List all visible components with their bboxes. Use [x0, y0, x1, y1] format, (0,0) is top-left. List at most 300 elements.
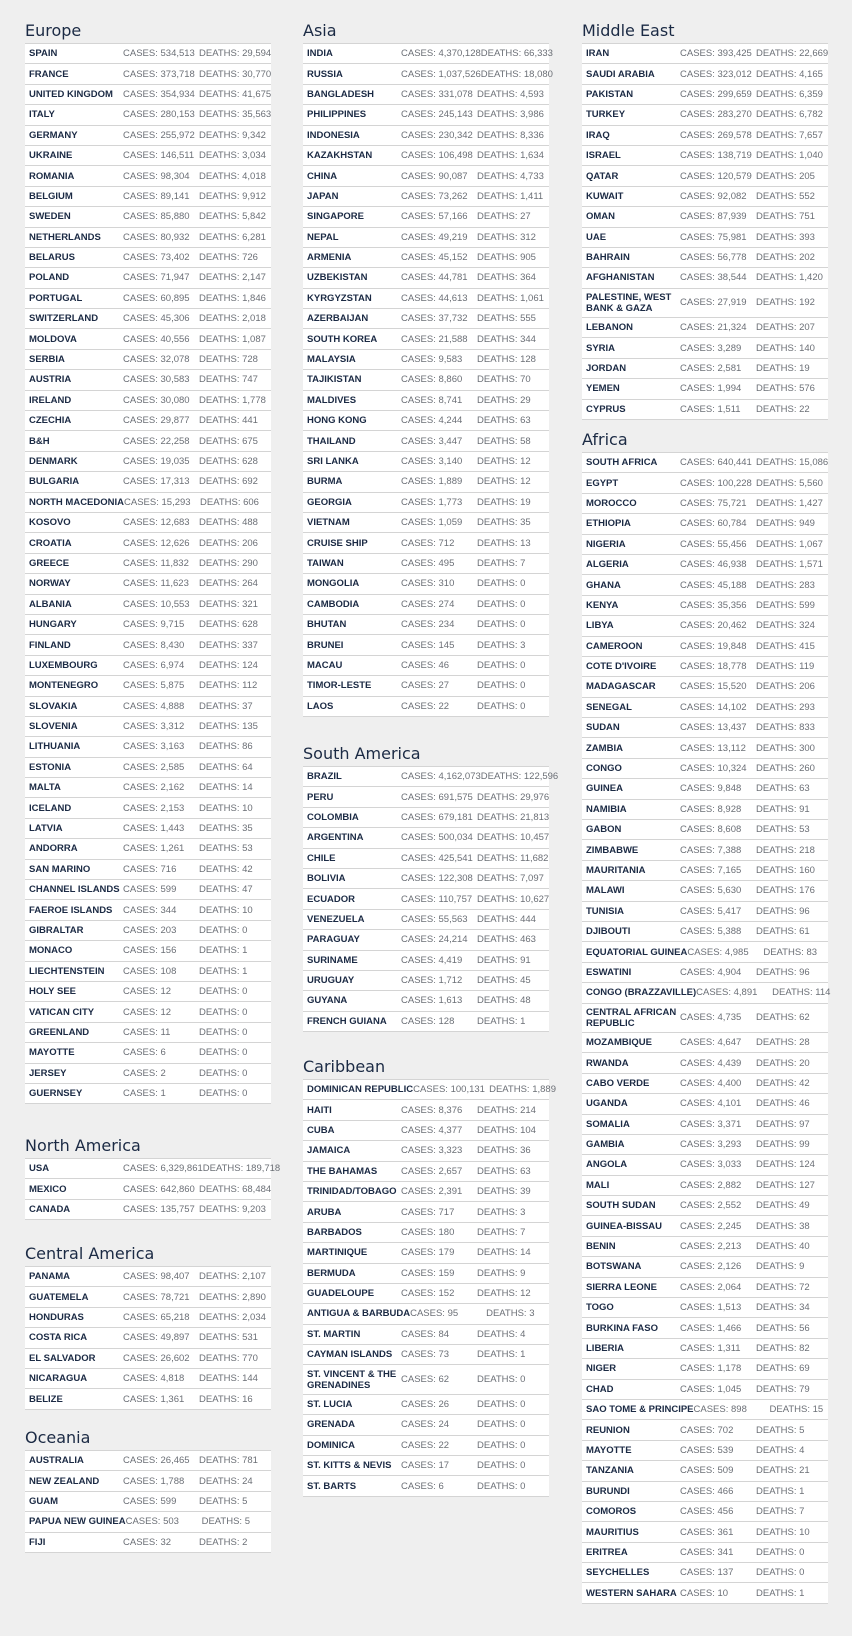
cases-value: 4,985: [724, 946, 749, 958]
region-title: Africa: [582, 430, 628, 449]
country-name: RUSSIA: [307, 68, 343, 80]
cases-value: 509: [717, 1465, 734, 1477]
deaths-label: DEATHS:: [199, 924, 240, 936]
deaths-label: DEATHS:: [199, 1332, 240, 1344]
deaths-value: 4,165: [799, 68, 823, 80]
deaths-cell: [756, 383, 824, 394]
deaths-value: 905: [520, 252, 536, 264]
cases-value: 6,974: [160, 659, 185, 671]
deaths-label: DEATHS:: [199, 802, 240, 814]
deaths-label: DEATHS:: [199, 1183, 240, 1195]
deaths-cell: [756, 150, 824, 161]
cases-cell: [680, 559, 756, 570]
cases-value: 80,932: [160, 231, 190, 243]
cases-cell: [123, 1007, 199, 1018]
deaths-cell: [199, 966, 267, 977]
cases-cell: [123, 1068, 199, 1079]
deaths-label: DEATHS:: [477, 456, 518, 467]
deaths-value: 393: [799, 231, 815, 243]
cases-value: 73,262: [438, 190, 468, 202]
cases-cell: [680, 783, 756, 794]
deaths-value: 1: [799, 1485, 805, 1497]
cases-value: 1,178: [717, 1363, 742, 1375]
deaths-value: 72: [799, 1281, 810, 1293]
cases-value: 21,588: [438, 333, 468, 345]
cases-cell: [401, 395, 477, 406]
deaths-value: 35: [520, 517, 531, 529]
cases-value: 1,361: [160, 1393, 185, 1405]
table-row: [582, 555, 828, 575]
country-name: COTE D'IVOIRE: [586, 661, 657, 673]
table-row: [25, 85, 271, 105]
cases-label: CASES:: [401, 1328, 436, 1340]
table-row: [303, 808, 549, 828]
deaths-value: 53: [799, 824, 810, 836]
table-row: [25, 635, 271, 655]
cases-cell: [401, 476, 477, 487]
cases-label: CASES:: [123, 1163, 158, 1175]
cases-cell: [680, 845, 756, 856]
cases-value: 341: [717, 1546, 734, 1558]
cases-value: 1,059: [438, 517, 463, 529]
cases-cell: [401, 436, 477, 447]
cases-value: 2,126: [717, 1261, 742, 1273]
cases-cell: [123, 803, 199, 814]
cases-cell: [401, 150, 477, 161]
deaths-cell: [477, 599, 545, 610]
cases-cell: [680, 1139, 756, 1150]
deaths-value: 140: [799, 342, 815, 354]
cases-label: CASES:: [401, 1124, 436, 1136]
cases-value: 8,928: [717, 803, 742, 815]
cases-value: 6: [160, 1047, 166, 1059]
deaths-label: DEATHS:: [199, 1352, 240, 1364]
cases-label: CASES:: [401, 832, 436, 844]
cases-value: 73: [438, 1349, 450, 1361]
cases-value: 75,721: [717, 497, 747, 509]
table-row: [303, 656, 549, 676]
cases-value: 9,848: [717, 783, 742, 795]
deaths-label: DEATHS:: [477, 1124, 518, 1136]
table-row: [582, 983, 831, 1003]
deaths-value: 2,147: [242, 272, 266, 284]
table-row: [582, 248, 828, 268]
deaths-value: 293: [799, 701, 815, 713]
deaths-value: 555: [520, 313, 536, 325]
country-name: BERMUDA: [307, 1267, 356, 1279]
cases-value: 60,784: [717, 518, 747, 530]
country-name: BULGARIA: [29, 476, 80, 488]
table-row: [303, 146, 549, 166]
deaths-cell: [199, 89, 271, 100]
deaths-value: 22,669: [799, 48, 829, 60]
deaths-value: 119: [799, 661, 815, 673]
cases-value: 4,904: [717, 966, 742, 978]
cases-label: CASES:: [124, 496, 159, 508]
table-row: [582, 963, 828, 983]
cases-label: CASES:: [123, 333, 158, 345]
cases-label: CASES:: [123, 1373, 158, 1385]
table-row: [25, 1471, 271, 1491]
region-caribbean: [303, 1056, 556, 1497]
table-row: [303, 329, 549, 349]
cases-value: 1,311: [717, 1342, 741, 1354]
cases-label: CASES:: [123, 1006, 158, 1018]
deaths-label: DEATHS:: [199, 884, 240, 896]
cases-value: 4,244: [438, 415, 463, 427]
country-name: RWANDA: [586, 1057, 629, 1069]
country-name: QATAR: [586, 170, 619, 182]
deaths-value: 28: [799, 1037, 810, 1049]
deaths-value: 9: [799, 1261, 805, 1273]
table-row: [582, 1441, 828, 1461]
deaths-value: 38: [799, 1220, 810, 1232]
country-name: ST. LUCIA: [307, 1399, 353, 1411]
cases-value: 640,441: [717, 457, 752, 469]
cases-cell: [680, 1506, 756, 1517]
cases-label: CASES:: [680, 1444, 715, 1456]
cases-value: 1,613: [438, 995, 463, 1007]
deaths-value: 300: [799, 742, 815, 754]
deaths-cell: [477, 171, 545, 182]
deaths-label: DEATHS:: [477, 252, 518, 264]
deaths-label: DEATHS:: [756, 403, 797, 415]
country-name: VIETNAM: [307, 517, 350, 529]
deaths-cell: [199, 436, 267, 447]
deaths-label: DEATHS:: [756, 1302, 797, 1314]
country-name: MOROCCO: [586, 497, 637, 509]
country-name: EQUATORIAL GUINEA: [586, 946, 688, 958]
cases-label: CASES:: [401, 129, 436, 141]
cases-value: 8,608: [717, 824, 742, 836]
deaths-cell: [477, 853, 548, 864]
cases-value: 283,270: [717, 109, 752, 121]
cases-value: 49,219: [438, 231, 468, 243]
deaths-value: 68,484: [242, 1183, 272, 1195]
deaths-label: DEATHS:: [199, 680, 240, 692]
table-row: [25, 941, 271, 961]
cases-label: CASES:: [401, 456, 436, 467]
cases-label: CASES:: [680, 231, 715, 243]
deaths-value: 24: [242, 1475, 253, 1487]
deaths-cell: [477, 1166, 545, 1177]
deaths-label: DEATHS:: [199, 394, 240, 406]
deaths-label: DEATHS:: [756, 1363, 797, 1375]
cases-label: CASES:: [123, 802, 158, 814]
deaths-label: DEATHS:: [756, 231, 797, 243]
deaths-cell: [199, 1007, 267, 1018]
table-row: [25, 1328, 271, 1348]
country-name: NORWAY: [29, 578, 71, 590]
country-name: BURKINA FASO: [586, 1322, 658, 1334]
cases-cell: [123, 130, 199, 141]
cases-cell: [123, 1312, 199, 1323]
deaths-value: 6,281: [242, 231, 266, 243]
deaths-value: 29,976: [520, 791, 550, 803]
deaths-cell: [770, 1404, 824, 1415]
cases-value: 71,947: [160, 272, 190, 284]
deaths-value: 0: [520, 680, 526, 692]
deaths-label: DEATHS:: [756, 1526, 797, 1538]
cases-cell: [401, 934, 477, 945]
table-row: [582, 881, 828, 901]
cases-cell: [123, 823, 199, 834]
table-row: [582, 759, 828, 779]
country-name: GUAM: [29, 1495, 59, 1507]
deaths-cell: [756, 1012, 824, 1023]
deaths-cell: [199, 538, 267, 549]
region-title: Central America: [25, 1244, 155, 1263]
cases-value: 2,585: [160, 761, 185, 773]
deaths-value: 12: [520, 476, 531, 488]
deaths-label: DEATHS:: [756, 742, 797, 754]
country-name: GREECE: [29, 557, 70, 569]
country-name: DENMARK: [29, 456, 78, 467]
deaths-label: DEATHS:: [756, 1322, 797, 1334]
deaths-label: DEATHS:: [199, 211, 240, 223]
cases-label: CASES:: [401, 374, 436, 386]
deaths-cell: [756, 600, 824, 611]
cases-value: 12: [160, 986, 172, 998]
cases-label: CASES:: [123, 1183, 158, 1195]
table-row: [303, 85, 549, 105]
table-row: [582, 318, 828, 338]
table-row: [303, 248, 549, 268]
deaths-value: 692: [242, 476, 258, 488]
deaths-value: 34: [799, 1302, 810, 1314]
deaths-cell: [477, 272, 545, 283]
cases-value: 87,939: [717, 211, 747, 223]
deaths-label: DEATHS:: [477, 954, 518, 966]
deaths-cell: [477, 1374, 545, 1385]
cases-label: CASES:: [123, 292, 158, 304]
deaths-label: DEATHS:: [199, 1291, 240, 1303]
deaths-cell: [199, 1068, 267, 1079]
country-name: CAMEROON: [586, 640, 643, 652]
cases-cell: [401, 1349, 477, 1360]
cases-value: 269,578: [717, 129, 752, 141]
deaths-label: DEATHS:: [480, 771, 522, 783]
deaths-cell: [756, 191, 824, 202]
country-name: LIBERIA: [586, 1342, 624, 1354]
cases-value: 466: [717, 1485, 734, 1497]
deaths-cell: [199, 782, 267, 793]
country-name: TAJIKISTAN: [307, 374, 362, 386]
cases-label: CASES:: [123, 965, 158, 977]
table-row: [582, 1420, 828, 1440]
cases-label: CASES:: [680, 1302, 715, 1314]
deaths-value: 1,061: [520, 292, 544, 304]
cases-cell: [401, 771, 481, 782]
cases-value: 8,860: [438, 374, 463, 386]
country-name: SAO TOME & PRINCIPE: [586, 1404, 694, 1416]
cases-cell: [680, 363, 756, 374]
cases-value: 4,370,128: [438, 48, 481, 60]
table-row: [25, 1533, 271, 1553]
cases-value: 203: [160, 924, 177, 936]
table-row: [25, 370, 271, 390]
cases-value: 27: [438, 680, 450, 692]
deaths-cell: [756, 1506, 824, 1517]
deaths-value: 344: [520, 333, 536, 345]
cases-cell: [123, 721, 199, 732]
cases-label: CASES:: [123, 1455, 158, 1467]
table-row: [25, 411, 271, 431]
deaths-label: DEATHS:: [199, 150, 240, 162]
deaths-cell: [756, 1200, 824, 1211]
deaths-cell: [756, 272, 824, 283]
deaths-cell: [477, 1349, 545, 1360]
cases-value: 1,037,526: [438, 68, 481, 80]
country-name: BELIZE: [29, 1393, 63, 1405]
cases-label: CASES:: [123, 109, 158, 121]
cases-label: CASES:: [680, 844, 715, 856]
cases-label: CASES:: [123, 354, 158, 366]
table-row: [303, 869, 549, 889]
deaths-value: 1: [242, 945, 248, 957]
country-name: IRAN: [586, 48, 610, 60]
deaths-label: DEATHS:: [199, 823, 240, 835]
country-name: SUDAN: [586, 722, 620, 734]
table-row: [582, 105, 828, 125]
cases-label: CASES:: [123, 884, 158, 896]
deaths-cell: [756, 681, 824, 692]
country-name: GUYANA: [307, 995, 348, 1007]
deaths-label: DEATHS:: [477, 476, 518, 488]
country-name: POLAND: [29, 272, 70, 284]
deaths-label: DEATHS:: [756, 1098, 797, 1110]
cases-cell: [680, 404, 756, 415]
country-name: LAOS: [307, 700, 334, 712]
deaths-value: 531: [242, 1332, 258, 1344]
deaths-value: 112: [242, 680, 258, 692]
cases-value: 1,045: [717, 1383, 742, 1395]
cases-label: CASES:: [123, 639, 158, 651]
table-row: [25, 493, 271, 513]
cases-label: CASES:: [680, 905, 715, 917]
deaths-value: 290: [242, 557, 258, 569]
deaths-cell: [763, 947, 824, 958]
cases-cell: [401, 914, 477, 925]
deaths-value: 781: [242, 1455, 258, 1467]
deaths-value: 29,594: [242, 48, 272, 60]
deaths-cell: [199, 701, 267, 712]
deaths-value: 8,336: [520, 129, 544, 141]
deaths-label: DEATHS:: [199, 741, 240, 753]
deaths-cell: [477, 1481, 545, 1492]
cases-cell: [401, 792, 477, 803]
cases-value: 44,781: [438, 272, 468, 284]
deaths-cell: [477, 232, 545, 243]
table-row: [582, 616, 828, 636]
country-name: WESTERN SAHARA: [586, 1587, 677, 1599]
table-row: [25, 574, 271, 594]
deaths-label: DEATHS:: [477, 1267, 518, 1279]
deaths-cell: [477, 1440, 545, 1451]
cases-value: 45,306: [160, 313, 190, 325]
table-row: [582, 338, 828, 358]
cases-value: 19,848: [717, 640, 747, 652]
country-name: JAMAICA: [307, 1145, 351, 1157]
cases-label: CASES:: [401, 700, 436, 712]
cases-cell: [680, 1486, 756, 1497]
country-name: URUGUAY: [307, 975, 355, 987]
table-row: [303, 1162, 549, 1182]
deaths-label: DEATHS:: [199, 863, 240, 875]
table-row: [303, 615, 549, 635]
table-row: [582, 1359, 828, 1379]
cases-label: CASES:: [680, 1077, 715, 1089]
cases-value: 373,718: [160, 68, 195, 80]
deaths-label: DEATHS:: [477, 109, 518, 121]
cases-label: CASES:: [401, 1186, 436, 1198]
cases-value: 85,880: [160, 211, 190, 223]
deaths-cell: [477, 130, 545, 141]
table-row: [25, 982, 271, 1002]
deaths-value: 0: [242, 1026, 248, 1038]
cases-cell: [680, 967, 756, 978]
country-name: ARGENTINA: [307, 832, 364, 844]
cases-cell: [123, 1088, 199, 1099]
deaths-cell: [477, 191, 545, 202]
cases-value: 108: [160, 965, 177, 977]
deaths-label: DEATHS:: [477, 394, 518, 406]
deaths-cell: [199, 456, 267, 467]
cases-cell: [123, 171, 199, 182]
cases-label: CASES:: [401, 578, 436, 590]
country-name: THAILAND: [307, 435, 356, 447]
deaths-label: DEATHS:: [756, 1200, 797, 1212]
deaths-label: DEATHS:: [756, 803, 797, 815]
cases-label: CASES:: [123, 456, 158, 467]
cases-value: 4,888: [160, 700, 185, 712]
cases-label: CASES:: [680, 170, 715, 182]
country-name: ANDORRA: [29, 843, 78, 855]
country-name: SWEDEN: [29, 211, 71, 223]
country-name: MOLDOVA: [29, 333, 77, 345]
deaths-cell: [756, 1261, 824, 1272]
cases-cell: [123, 191, 199, 202]
cases-label: CASES:: [401, 1439, 436, 1451]
cases-cell: [123, 334, 199, 345]
deaths-cell: [756, 130, 824, 141]
cases-label: CASES:: [680, 579, 715, 591]
deaths-label: DEATHS:: [199, 231, 240, 243]
cases-value: 1,889: [438, 476, 463, 488]
table-row: [303, 697, 549, 717]
deaths-label: DEATHS:: [199, 721, 240, 733]
deaths-cell: [202, 1516, 267, 1527]
deaths-cell: [477, 792, 549, 803]
deaths-value: 0: [520, 598, 526, 610]
cases-cell: [401, 171, 477, 182]
cases-label: CASES:: [401, 415, 436, 427]
table-row: [25, 309, 271, 329]
deaths-value: 202: [799, 252, 815, 264]
table-row: [25, 860, 271, 880]
cases-value: 57,166: [438, 211, 468, 223]
country-name: SLOVENIA: [29, 721, 78, 733]
deaths-label: DEATHS:: [199, 517, 240, 529]
cases-cell: [680, 681, 756, 692]
deaths-value: 488: [242, 517, 258, 529]
deaths-value: 97: [799, 1118, 810, 1130]
cases-cell: [401, 873, 477, 884]
country-name: UAE: [586, 231, 607, 243]
country-name: FAEROE ISLANDS: [29, 904, 113, 916]
deaths-cell: [756, 559, 824, 570]
cases-cell: [680, 1012, 756, 1023]
